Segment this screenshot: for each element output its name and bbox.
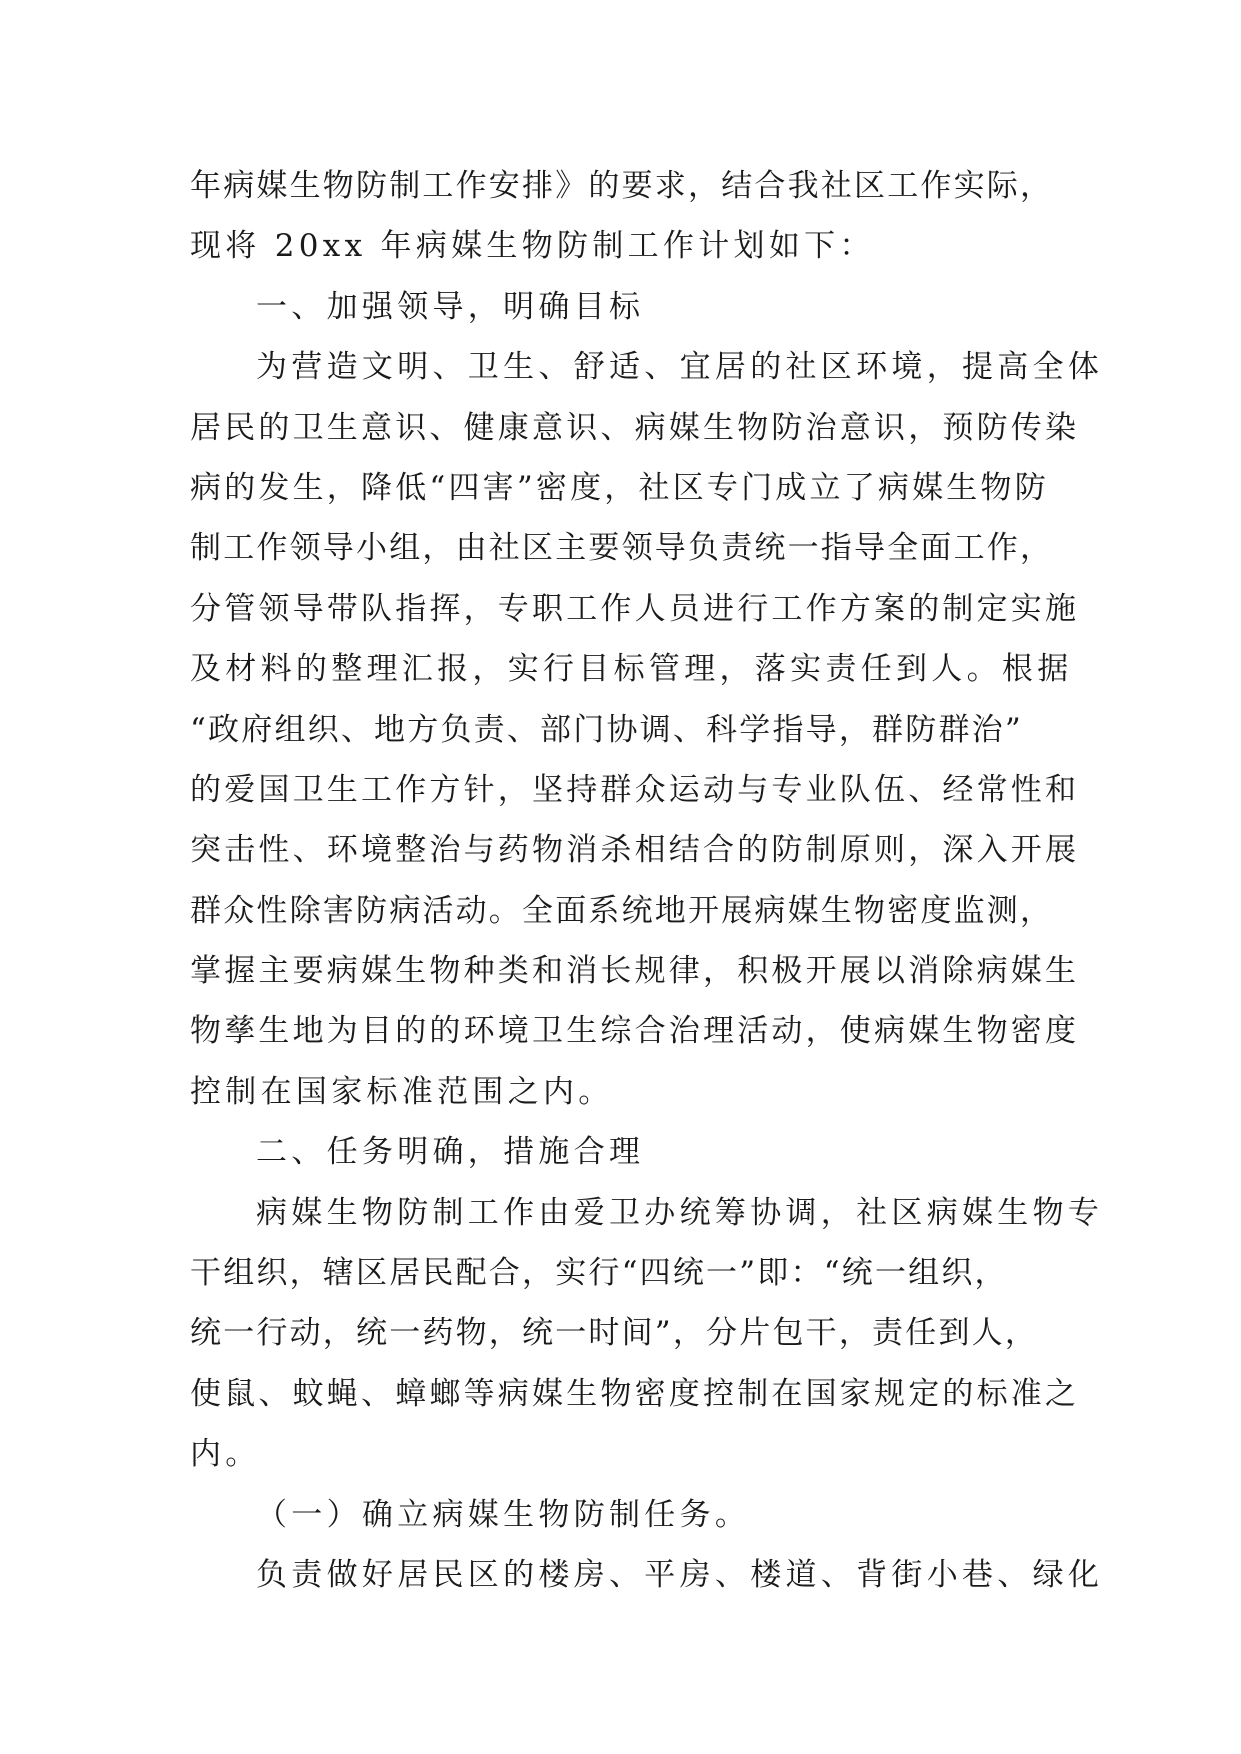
text-line: 年病媒生物防制工作安排》的要求，结合我社区工作实际， — [190, 168, 1054, 204]
text-line: 居民的卫生意识、健康意识、病媒生物防治意识，预防传染 — [190, 409, 1080, 446]
text-line: 群众性除害防病活动。全面系统地开展病媒生物密度监测， — [190, 892, 1054, 929]
text-line: “政府组织、地方负责、部门协调、科学指导，群防群治” — [190, 711, 1023, 748]
text-line: 内。 — [190, 1436, 261, 1473]
subsection-heading: （一）确立病媒生物防制任务。 — [256, 1496, 751, 1533]
text-line: 病媒生物防制工作由爱卫办统筹协调，社区病媒生物专 — [256, 1194, 1104, 1231]
text-line: 分管领导带队指挥，专职工作人员进行工作方案的制定实施 — [190, 590, 1080, 627]
text-line: 负责做好居民区的楼房、平房、楼道、背街小巷、绿化 — [256, 1556, 1104, 1593]
text-line: 突击性、环境整治与药物消杀相结合的防制原则，深入开展 — [190, 832, 1080, 869]
section-heading: 一、加强领导，明确目标 — [256, 288, 645, 325]
text-line: 现将 20xx 年病媒生物防制工作计划如下： — [190, 228, 875, 265]
text-line: 干组织，辖区居民配合，实行“四统一”即：“统一组织， — [190, 1255, 1008, 1292]
text-line: 为营造文明、卫生、舒适、宜居的社区环境，提高全体 — [256, 349, 1104, 386]
text-line: 病的发生，降低“四害”密度，社区专门成立了病媒生物防 — [190, 469, 1049, 506]
text-line: 掌握主要病媒生物种类和消长规律，积极开展以消除病媒生 — [190, 953, 1080, 990]
document-body — [190, 156, 1104, 1605]
text-line: 物孳生地为目的的环境卫生综合治理活动，使病媒生物密度 — [190, 1013, 1080, 1050]
text-line: 控制在国家标准范围之内。 — [190, 1073, 614, 1110]
text-line: 的爱国卫生工作方针，坚持群众运动与专业队伍、经常性和 — [190, 771, 1080, 808]
text-line: 使鼠、蚊蝇、蟑螂等病媒生物密度控制在国家规定的标准之 — [190, 1375, 1080, 1412]
text-line: 制工作领导小组，由社区主要领导负责统一指导全面工作， — [190, 530, 1054, 567]
text-line: 及材料的整理汇报，实行目标管理，落实责任到人。根据 — [190, 651, 1073, 688]
text-line: 统一行动，统一药物，统一时间”，分片包干，责任到人， — [190, 1315, 1039, 1352]
section-heading: 二、任务明确，措施合理 — [256, 1134, 645, 1171]
